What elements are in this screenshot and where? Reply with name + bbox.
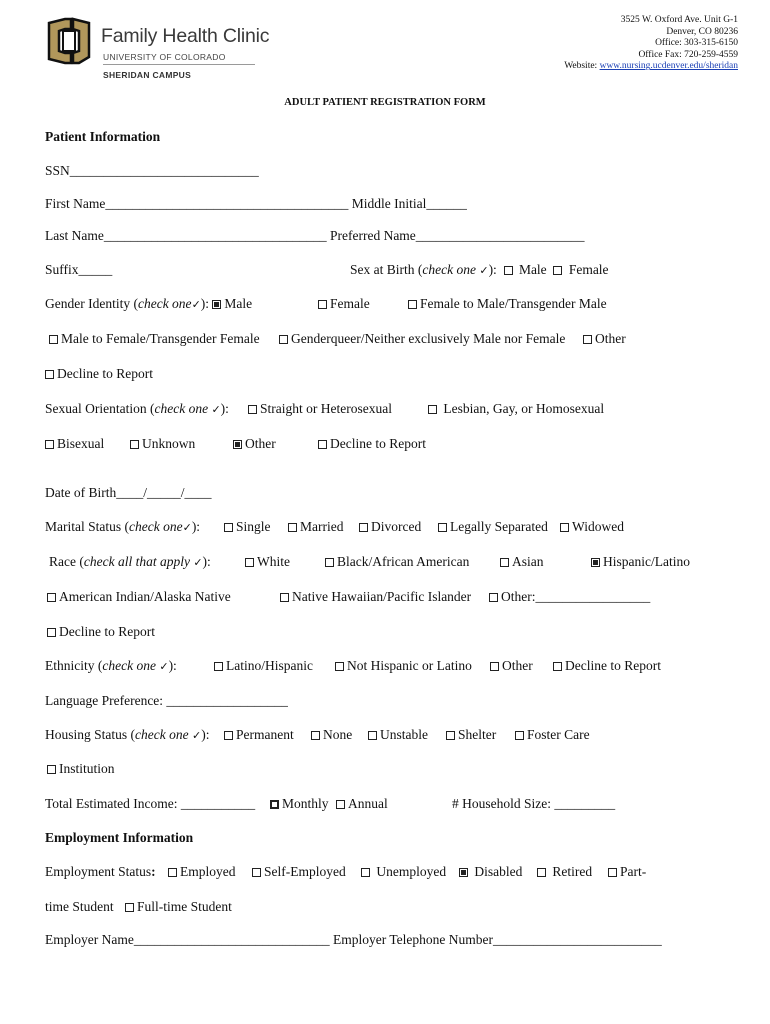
employment-status-text: Employment Status <box>45 864 152 879</box>
race-black-label: Black/African American <box>337 554 470 569</box>
race-other-checkbox[interactable] <box>489 593 498 602</box>
cu-logo-icon <box>45 17 94 65</box>
gender-ftm-checkbox[interactable] <box>408 300 417 309</box>
housing-permanent-option[interactable] <box>224 727 294 743</box>
website-link[interactable]: www.nursing.ucdenver.edu/sheridan <box>599 61 738 72</box>
checkmark-icon: ✓ <box>479 264 489 277</box>
emp-part-time-label-cont: time Student <box>45 899 114 914</box>
sex-female-checkbox[interactable] <box>553 266 562 275</box>
marital-separated-option[interactable] <box>438 519 548 535</box>
race-pacific-label: Native Hawaiian/Pacific Islander <box>292 589 472 604</box>
emp-part-time-option[interactable] <box>608 864 646 880</box>
gender-female-option[interactable] <box>318 296 370 312</box>
orient-lgb-label: Lesbian, Gay, or Homosexual <box>443 401 605 416</box>
emp-disabled-label: Disabled <box>474 864 523 879</box>
emp-unemployed-label: Unemployed <box>376 864 447 879</box>
race-native-option[interactable] <box>47 589 231 605</box>
race-hint: check all that apply <box>83 554 190 569</box>
emp-retired-label: Retired <box>552 864 593 879</box>
website-label: Website: <box>564 61 600 72</box>
eth-not-option[interactable] <box>335 658 472 674</box>
ethnicity-label <box>45 658 177 674</box>
gender-ftm-option[interactable] <box>408 296 607 312</box>
orient-other-option[interactable] <box>233 436 276 452</box>
ethnicity-label-text: Ethnicity ( <box>45 658 103 673</box>
address-line2: Denver, CO 80236 <box>666 26 738 37</box>
orientation-hint: check one <box>154 401 209 416</box>
income-monthly-checkbox[interactable] <box>270 800 279 809</box>
sex-hint: check one <box>422 262 476 277</box>
employer-fields[interactable]: Employer Name_____________________________ Employer Telephone Number_________________________ <box>45 932 662 947</box>
sex-male-checkbox[interactable] <box>504 266 513 275</box>
housing-none-option[interactable] <box>311 727 352 743</box>
emp-retired-option[interactable] <box>537 864 592 880</box>
housing-shelter-option[interactable] <box>446 727 496 743</box>
gender-female-checkbox[interactable] <box>318 300 327 309</box>
eth-decline-option[interactable] <box>553 658 661 674</box>
clinic-name: Family Health Clinic <box>101 25 270 47</box>
gender-female-label: Female <box>330 296 370 311</box>
race-decline-option[interactable] <box>47 624 155 640</box>
header-divider <box>103 64 255 65</box>
gender-identity-row <box>45 296 252 312</box>
checkmark-icon: ✓ <box>182 521 192 534</box>
emp-self-option[interactable] <box>252 864 346 880</box>
orient-unknown-checkbox[interactable] <box>130 440 139 449</box>
eth-decline-checkbox[interactable] <box>553 662 562 671</box>
sex-label-end: ): <box>488 262 497 277</box>
race-white-label: White <box>257 554 290 569</box>
race-decline-checkbox[interactable] <box>47 628 56 637</box>
race-pacific-option[interactable] <box>280 589 471 605</box>
orient-lgb-checkbox[interactable] <box>428 405 437 414</box>
orient-straight-checkbox[interactable] <box>248 405 257 414</box>
marital-label-end: ): <box>191 519 201 534</box>
emp-employed-label: Employed <box>180 864 236 879</box>
orientation-label-text: Sexual Orientation ( <box>45 401 155 416</box>
race-asian-option[interactable] <box>500 554 544 570</box>
emp-full-time-option[interactable] <box>125 899 232 915</box>
suffix-field[interactable]: Suffix_____ <box>45 262 113 277</box>
emp-full-time-checkbox[interactable] <box>125 903 134 912</box>
housing-unstable-label: Unstable <box>380 727 428 742</box>
marital-single-label: Single <box>236 519 271 534</box>
marital-single-option[interactable] <box>224 519 271 535</box>
marital-hint: check one <box>129 519 183 534</box>
marital-widowed-option[interactable] <box>560 519 624 535</box>
housing-foster-checkbox[interactable] <box>515 731 524 740</box>
eth-not-checkbox[interactable] <box>335 662 344 671</box>
sex-female-label: Female <box>568 262 609 277</box>
gender-label: Gender Identity ( <box>45 296 138 311</box>
income-monthly-label: Monthly <box>282 796 329 811</box>
orient-decline-option[interactable] <box>318 436 426 452</box>
race-other-option[interactable] <box>489 589 650 605</box>
orient-bi-label: Bisexual <box>57 436 105 451</box>
emp-self-checkbox[interactable] <box>252 868 261 877</box>
marital-label <box>45 519 200 535</box>
household-size-field[interactable]: # Household Size: _________ <box>452 796 616 811</box>
race-other-label: Other:_________________ <box>501 589 651 604</box>
emp-unemployed-checkbox[interactable] <box>361 868 370 877</box>
dob-field[interactable]: Date of Birth____/_____/____ <box>45 485 212 500</box>
office-phone: Office: 303-315-6150 <box>655 38 738 49</box>
eth-other-option[interactable] <box>490 658 533 674</box>
gender-other-option[interactable] <box>583 331 626 347</box>
race-white-checkbox[interactable] <box>245 558 254 567</box>
housing-shelter-checkbox[interactable] <box>446 731 455 740</box>
last-name-field[interactable]: Last Name_________________________________ Preferred Name_________________________ <box>45 228 585 243</box>
race-hispanic-option[interactable] <box>591 554 690 570</box>
gender-decline-option[interactable] <box>45 366 153 382</box>
employment-status-label <box>45 864 156 880</box>
orientation-label-end: ): <box>220 401 229 416</box>
gender-hint: check one <box>137 296 192 311</box>
emp-disabled-checkbox[interactable] <box>459 868 468 877</box>
ssn-field[interactable]: SSN____________________________ <box>45 163 259 178</box>
emp-retired-checkbox[interactable] <box>537 868 546 877</box>
orient-unknown-option[interactable] <box>130 436 195 452</box>
marital-separated-label: Legally Separated <box>450 519 548 534</box>
eth-latino-label: Latino/Hispanic <box>226 658 313 673</box>
gender-mtf-option[interactable] <box>49 331 260 347</box>
race-label-end: ): <box>202 554 211 569</box>
gender-decline-checkbox[interactable] <box>45 370 54 379</box>
eth-latino-option[interactable] <box>214 658 313 674</box>
gender-mtf-checkbox[interactable] <box>49 335 58 344</box>
emp-self-label: Self-Employed <box>264 864 346 879</box>
housing-institution-label: Institution <box>59 761 115 776</box>
marital-divorced-label: Divorced <box>371 519 422 534</box>
emp-part-time-label: Part- <box>620 864 647 879</box>
orientation-label <box>45 401 229 417</box>
checkmark-icon: ✓ <box>191 298 201 311</box>
race-black-option[interactable] <box>325 554 469 570</box>
race-hispanic-checkbox[interactable] <box>591 558 600 567</box>
ethnicity-hint: check one <box>102 658 156 673</box>
gender-mtf-label: Male to Female/Transgender Female <box>61 331 260 346</box>
section-patient-information: Patient Information <box>45 129 161 144</box>
ethnicity-label-end: ): <box>168 658 177 673</box>
income-field[interactable]: Total Estimated Income: ___________ <box>45 796 256 811</box>
race-label-text: Race ( <box>49 554 84 569</box>
orient-straight-option[interactable] <box>248 401 392 417</box>
race-asian-checkbox[interactable] <box>500 558 509 567</box>
form-title: ADULT PATIENT REGISTRATION FORM <box>284 97 486 108</box>
website <box>564 61 738 73</box>
eth-other-checkbox[interactable] <box>490 662 499 671</box>
marital-divorced-option[interactable] <box>359 519 421 535</box>
gender-queer-label: Genderqueer/Neither exclusively Male nor Female <box>291 331 566 346</box>
campus-name: SHERIDAN CAMPUS <box>103 70 192 80</box>
race-pacific-checkbox[interactable] <box>280 593 289 602</box>
marital-widowed-label: Widowed <box>572 519 624 534</box>
gender-queer-checkbox[interactable] <box>279 335 288 344</box>
housing-label-text: Housing Status ( <box>45 727 136 742</box>
language-field[interactable]: Language Preference: __________________ <box>45 693 288 708</box>
housing-shelter-label: Shelter <box>458 727 497 742</box>
race-hispanic-label: Hispanic/Latino <box>603 554 690 569</box>
housing-hint: check one <box>135 727 189 742</box>
orient-bi-checkbox[interactable] <box>45 440 54 449</box>
checkmark-icon: ✓ <box>211 403 221 416</box>
marital-married-option[interactable] <box>288 519 343 535</box>
housing-none-label: None <box>323 727 353 742</box>
gender-male-label: Male <box>224 296 253 311</box>
marital-single-checkbox[interactable] <box>224 523 233 532</box>
housing-label <box>45 727 209 743</box>
orient-decline-label: Decline to Report <box>330 436 426 451</box>
orient-other-checkbox[interactable] <box>233 440 242 449</box>
orient-bi-option[interactable] <box>45 436 104 452</box>
orient-straight-label: Straight or Heterosexual <box>260 401 392 416</box>
race-white-option[interactable] <box>245 554 290 570</box>
housing-label-end: ): <box>201 727 210 742</box>
gender-other-label: Other <box>595 331 626 346</box>
income-monthly-option[interactable] <box>270 796 329 812</box>
gender-label-end: ): <box>200 296 210 311</box>
eth-decline-label: Decline to Report <box>565 658 661 673</box>
emp-employed-option[interactable] <box>168 864 236 880</box>
emp-part-time-checkbox[interactable] <box>608 868 617 877</box>
income-annual-checkbox[interactable] <box>336 800 345 809</box>
emp-disabled-option[interactable] <box>459 864 522 880</box>
gender-male-checkbox[interactable] <box>212 300 221 309</box>
office-fax: Office Fax: 720-259-4559 <box>638 49 738 60</box>
race-native-label: American Indian/Alaska Native <box>59 589 231 604</box>
housing-none-checkbox[interactable] <box>311 731 320 740</box>
income-annual-option[interactable] <box>336 796 388 812</box>
eth-not-label: Not Hispanic or Latino <box>347 658 472 673</box>
housing-institution-option[interactable] <box>47 761 115 777</box>
marital-label-text: Marital Status ( <box>45 519 129 534</box>
clinic-address <box>564 15 738 73</box>
marital-widowed-checkbox[interactable] <box>560 523 569 532</box>
employment-status-colon: : <box>151 864 156 879</box>
marital-separated-checkbox[interactable] <box>438 523 447 532</box>
housing-permanent-label: Permanent <box>236 727 294 742</box>
race-label <box>49 554 211 570</box>
marital-married-checkbox[interactable] <box>288 523 297 532</box>
orient-lgb-option[interactable] <box>428 401 604 417</box>
race-black-checkbox[interactable] <box>325 558 334 567</box>
housing-foster-label: Foster Care <box>527 727 590 742</box>
address-line1: 3525 W. Oxford Ave. Unit G-1 <box>620 15 738 25</box>
emp-full-time-label: Full-time Student <box>137 899 232 914</box>
gender-other-checkbox[interactable] <box>583 335 592 344</box>
eth-other-label: Other <box>502 658 533 673</box>
gender-decline-label: Decline to Report <box>57 366 153 381</box>
race-decline-label: Decline to Report <box>59 624 155 639</box>
housing-permanent-checkbox[interactable] <box>224 731 233 740</box>
income-annual-label: Annual <box>348 796 388 811</box>
eth-latino-checkbox[interactable] <box>214 662 223 671</box>
section-employment-information: Employment Information <box>45 830 194 845</box>
orient-decline-checkbox[interactable] <box>318 440 327 449</box>
checkmark-icon: ✓ <box>193 556 203 569</box>
checkmark-icon: ✓ <box>191 729 202 742</box>
race-asian-label: Asian <box>512 554 544 569</box>
orient-other-label: Other <box>245 436 276 451</box>
gender-ftm-label: Female to Male/Transgender Male <box>420 296 607 311</box>
sex-at-birth-row <box>350 262 609 278</box>
housing-unstable-option[interactable] <box>368 727 428 743</box>
marital-married-label: Married <box>300 519 344 534</box>
marital-divorced-checkbox[interactable] <box>359 523 368 532</box>
housing-institution-checkbox[interactable] <box>47 765 56 774</box>
housing-foster-option[interactable] <box>515 727 590 743</box>
university-name: UNIVERSITY OF COLORADO <box>103 52 226 62</box>
gender-queer-option[interactable] <box>279 331 565 347</box>
housing-unstable-checkbox[interactable] <box>368 731 377 740</box>
first-name-field[interactable]: First Name____________________________________ Middle Initial______ <box>45 196 467 211</box>
sex-male-label: Male <box>518 262 547 277</box>
checkmark-icon: ✓ <box>159 660 169 673</box>
emp-employed-checkbox[interactable] <box>168 868 177 877</box>
orient-unknown-label: Unknown <box>142 436 196 451</box>
sex-label: Sex at Birth ( <box>350 262 423 277</box>
emp-unemployed-option[interactable] <box>361 864 446 880</box>
race-native-checkbox[interactable] <box>47 593 56 602</box>
